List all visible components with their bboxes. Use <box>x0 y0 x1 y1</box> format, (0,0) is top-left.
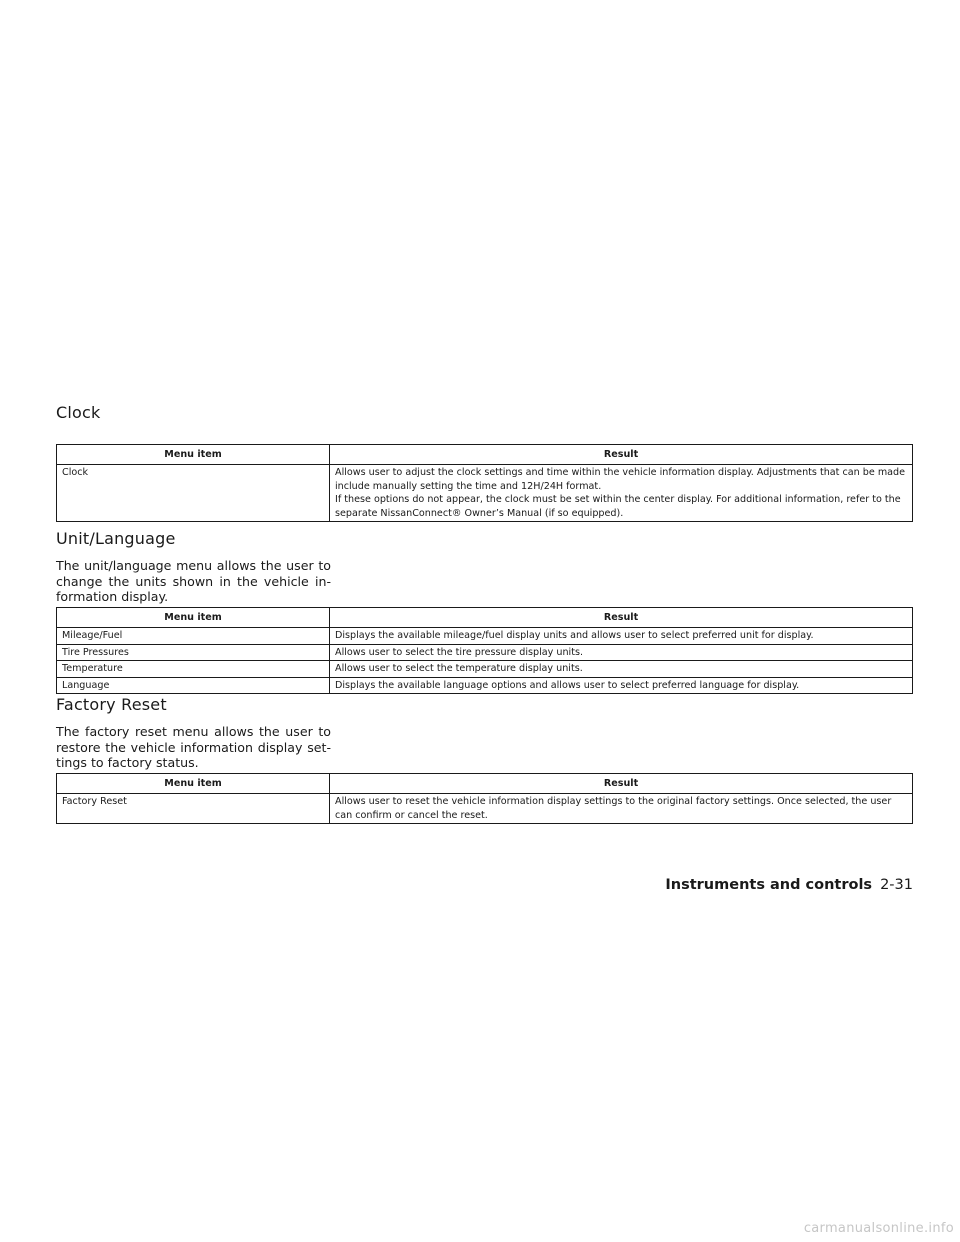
menu-item-cell: Language <box>57 677 330 693</box>
result-cell: Allows user to adjust the clock settings and time within the vehicle information display. Adjustments that can be made include manually setting the time and 12H/24H format. If these options do not appear, the clock must be set within the center display. For additional information, refer to the separate NissanConnect® Owner’s Manual (if so equipped). <box>330 465 913 522</box>
page-footer <box>665 877 913 893</box>
watermark: carmanualsonline.info <box>803 1221 954 1236</box>
chapter-title: Instruments and controls <box>665 877 873 893</box>
unit-language-table <box>56 607 913 694</box>
result-cell: Allows user to select the temperature display units. <box>330 661 913 677</box>
column-header-menu-item: Menu item <box>57 608 330 628</box>
table-row <box>57 661 913 677</box>
unit-language-intro: The unit/language menu allows the user to change the units shown in the vehicle information display. <box>56 558 331 604</box>
column-header-result: Result <box>330 445 913 465</box>
result-cell: Allows user to reset the vehicle information display settings to the original factory settings. Once selected, the user can confirm or cancel the reset. <box>330 794 913 824</box>
table-row <box>57 644 913 660</box>
result-cell: Allows user to select the tire pressure display units. <box>330 644 913 660</box>
column-header-menu-item: Menu item <box>57 774 330 794</box>
table-row <box>57 794 913 824</box>
menu-item-cell: Mileage/Fuel <box>57 628 330 644</box>
menu-item-cell: Tire Pressures <box>57 644 330 660</box>
column-header-result: Result <box>330 608 913 628</box>
table-row <box>57 628 913 644</box>
section-heading-factory-reset: Factory Reset <box>56 695 167 714</box>
result-cell: Displays the available language options and allows user to select preferred language for display. <box>330 677 913 693</box>
table-header-row <box>57 774 913 794</box>
table-header-row <box>57 445 913 465</box>
clock-table <box>56 444 913 522</box>
page-number: 2-31 <box>880 877 913 893</box>
column-header-result: Result <box>330 774 913 794</box>
table-row <box>57 465 913 522</box>
factory-reset-intro: The factory reset menu allows the user to restore the vehicle information display settings to factory status. <box>56 724 331 770</box>
factory-reset-table <box>56 773 913 824</box>
section-heading-clock: Clock <box>56 403 101 422</box>
menu-item-cell: Temperature <box>57 661 330 677</box>
table-header-row <box>57 608 913 628</box>
menu-item-cell: Clock <box>57 465 330 522</box>
table-row <box>57 677 913 693</box>
result-cell: Displays the available mileage/fuel display units and allows user to select preferred unit for display. <box>330 628 913 644</box>
column-header-menu-item: Menu item <box>57 445 330 465</box>
section-heading-unit-language: Unit/Language <box>56 529 176 548</box>
menu-item-cell: Factory Reset <box>57 794 330 824</box>
